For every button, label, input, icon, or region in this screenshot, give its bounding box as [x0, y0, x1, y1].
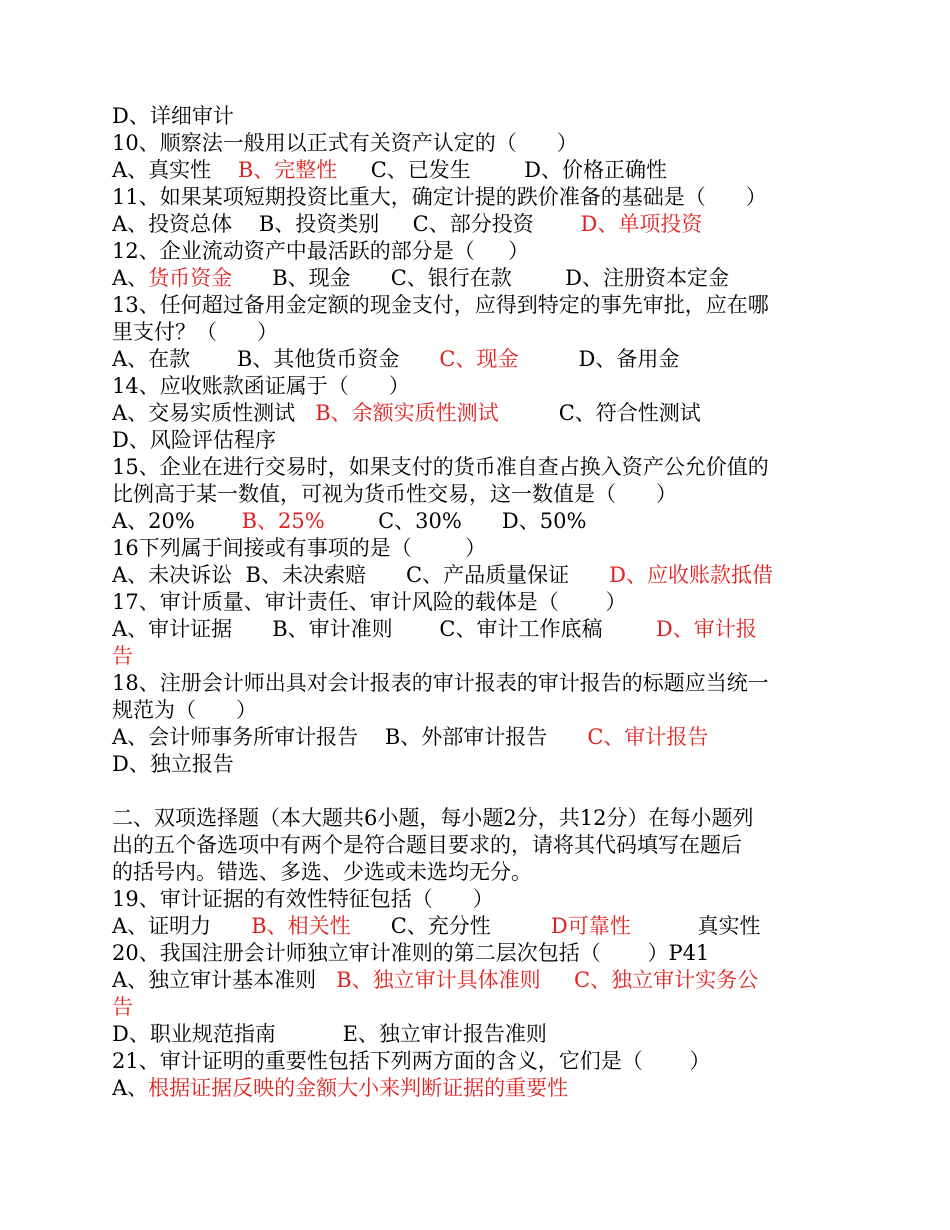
text-line: [112, 643, 840, 670]
answer-text: B、余额实质性测试: [315, 401, 499, 425]
question-text: A、投资总体 B、投资类别 C、部分投资: [112, 212, 581, 236]
question-text: D、详细审计: [112, 104, 234, 128]
question-text: 的括号内。错选、多选、少选或未选均无分。: [112, 860, 532, 884]
text-line: [112, 427, 840, 454]
question-text: A、未决诉讼 B、未决索赔 C、产品质量保证: [112, 563, 610, 587]
text-line: [112, 859, 840, 886]
question-text: D、独立报告: [112, 752, 234, 776]
question-text: 出的五个备选项中有两个是符合题目要求的，请将其代码填写在题后: [112, 833, 742, 857]
question-text: 13、任何超过备用金定额的现金支付，应得到特定的事先审批，应在哪: [112, 293, 769, 317]
text-line: [112, 373, 840, 400]
text-line: [112, 184, 840, 211]
text-line: [112, 508, 840, 535]
question-text: C、符合性测试: [498, 401, 701, 425]
answer-text: D、审计报: [655, 617, 757, 641]
question-text: D、职业规范指南 E、独立审计报告准则: [112, 1022, 547, 1046]
answer-text: C、现金: [439, 347, 519, 371]
question-text: B、现金 C、银行在款 D、注册资本定金: [232, 266, 730, 290]
question-text: A、20%: [112, 509, 242, 533]
question-text: 14、应收账款函证属于（ ）: [112, 374, 410, 398]
question-text: C、已发生 D、价格正确性: [337, 158, 667, 182]
answer-text: 告: [112, 644, 133, 668]
question-text: 21、审计证明的重要性包括下列两方面的含义，它们是（ ）: [112, 1049, 711, 1073]
answer-text: B、独立审计具体准则 C、独立审计实务公: [336, 968, 759, 992]
question-text: A、: [112, 1076, 149, 1100]
question-text: 12、企业流动资产中最活跃的部分是（ ）: [112, 239, 530, 263]
text-line: [112, 940, 840, 967]
question-text: 19、审计证据的有效性特征包括（ ）: [112, 887, 494, 911]
text-line: [112, 562, 840, 589]
text-line: [112, 400, 840, 427]
text-line: [112, 265, 840, 292]
text-line: [112, 724, 840, 751]
text-line: [112, 238, 840, 265]
answer-text: D可靠性: [550, 914, 631, 938]
answer-text: 告: [112, 995, 133, 1019]
answer-text: C、审计报告: [587, 725, 709, 749]
text-line: [112, 346, 840, 373]
text-line: [112, 670, 840, 697]
answer-text: D、单项投资: [580, 212, 703, 236]
text-line: [112, 1021, 840, 1048]
blank-line: [112, 778, 840, 805]
question-text: 16下列属于间接或有事项的是（ ）: [112, 536, 487, 560]
text-line: [112, 832, 840, 859]
text-line: [112, 211, 840, 238]
question-text: D、备用金: [518, 347, 680, 371]
text-line: [112, 535, 840, 562]
question-text: C、30% D、50%: [324, 509, 587, 533]
text-line: [112, 157, 840, 184]
text-line: [112, 589, 840, 616]
question-text: D、风险评估程序: [112, 428, 276, 452]
question-text: 18、注册会计师出具对会计报表的审计报表的审计报告的标题应当统一: [112, 671, 769, 695]
question-text: 真实性: [630, 914, 761, 938]
text-line: [112, 130, 840, 157]
question-text: A、真实性: [112, 158, 238, 182]
question-text: 10、顺察法一般用以正式有关资产认定的（ ）: [112, 131, 578, 155]
question-text: 11、如果某项短期投资比重大，确定计提的跌价准备的基础是（ ）: [112, 185, 767, 209]
text-line: [112, 319, 840, 346]
text-line: [112, 292, 840, 319]
question-text: 里支付？（ ）: [112, 320, 279, 344]
answer-text: D、应收账款抵借: [609, 563, 773, 587]
text-line: [112, 454, 840, 481]
question-text: A、交易实质性测试: [112, 401, 316, 425]
text-line: [112, 805, 840, 832]
question-text: 比例高于某一数值，可视为货币性交易，这一数值是（ ）: [112, 482, 678, 506]
question-text: 15、企业在进行交易时，如果支付的货币准自查占换入资产公允价值的: [112, 455, 769, 479]
text-line: [112, 1075, 840, 1102]
question-text: A、证明力: [112, 914, 252, 938]
question-text: 规范为（ ）: [112, 698, 258, 722]
question-text: 20、我国注册会计师独立审计准则的第二层次包括（ ）P41: [112, 941, 710, 965]
text-line: [112, 751, 840, 778]
text-line: [112, 1048, 840, 1075]
question-text: A、: [112, 266, 149, 290]
answer-text: 货币资金: [148, 266, 233, 290]
answer-text: B、25%: [241, 509, 325, 533]
question-text: A、会计师事务所审计报告 B、外部审计报告: [112, 725, 588, 749]
answer-text: 根据证据反映的金额大小来判断证据的重要性: [148, 1076, 569, 1100]
question-text: A、在款 B、其他货币资金: [112, 347, 440, 371]
text-line: [112, 616, 840, 643]
question-text: 二、双项选择题（本大题共6小题，每小题2分，共12分）在每小题列: [112, 806, 754, 830]
text-line: [112, 481, 840, 508]
text-line: [112, 913, 840, 940]
answer-text: B、完整性: [237, 158, 338, 182]
text-line: [112, 994, 840, 1021]
question-text: A、独立审计基本准则: [112, 968, 337, 992]
text-line: [112, 103, 840, 130]
text-line: [112, 886, 840, 913]
text-line: [112, 967, 840, 994]
question-text: A、审计证据 B、审计准则 C、审计工作底稿: [112, 617, 656, 641]
question-text: 17、审计质量、审计责任、审计风险的载体是（ ）: [112, 590, 627, 614]
text-line: [112, 697, 840, 724]
document-page: [112, 103, 840, 1102]
answer-text: B、相关性: [251, 914, 351, 938]
question-text: C、充分性: [350, 914, 551, 938]
